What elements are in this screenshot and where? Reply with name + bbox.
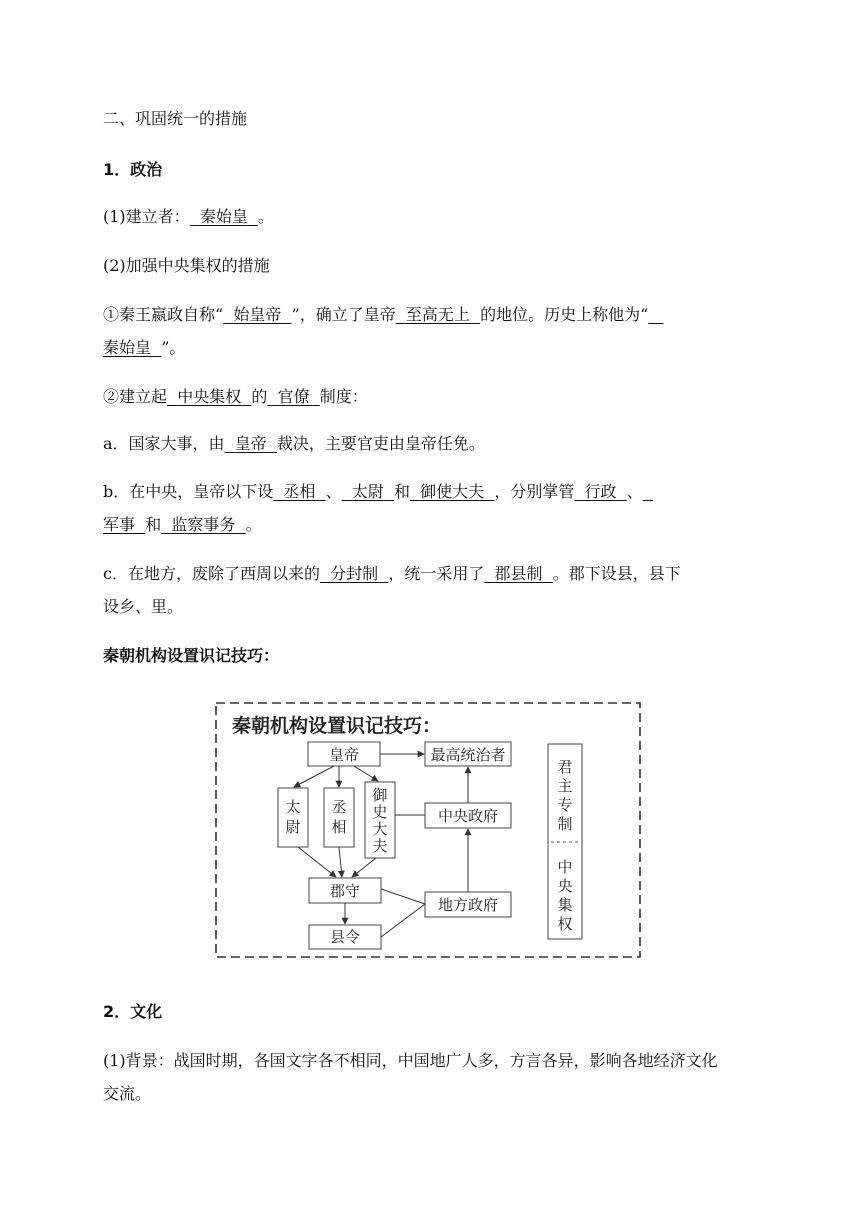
founder-suffix: 。	[258, 207, 275, 226]
tip-heading: 秦朝机构设置识记技巧：	[103, 646, 280, 665]
text: 裁决，主要官吏由皇帝任免。	[276, 434, 485, 453]
answer-qinshihuang: 秦始皇	[103, 338, 152, 357]
answer-shihuangdi: 始皇帝	[233, 305, 282, 324]
founder-prefix: (1)建立者：	[103, 207, 190, 226]
culture-background-line-1: (1)背景：战国时期，各国文字各不相同，中国地广人多，方言各异，影响各地经济文化	[103, 1051, 718, 1070]
measure-b-line-2	[103, 514, 262, 536]
answer-blank-start	[648, 305, 663, 324]
section-heading: 二、巩固统一的措施	[103, 109, 248, 128]
answer-guanliao: 官僚	[277, 387, 310, 406]
label-centralization-1: 中	[557, 858, 573, 876]
politics-heading: 1．政治	[103, 160, 163, 179]
founder-line	[103, 206, 274, 228]
text: 。	[245, 515, 262, 534]
text: 的	[251, 387, 268, 406]
answer-zhigaowushang: 至高无上	[405, 305, 470, 324]
link-local-junshou	[381, 889, 425, 904]
answer-fenfengzhi: 分封制	[330, 564, 379, 583]
answer-junshi: 军事	[103, 515, 136, 534]
text: 和	[145, 515, 162, 534]
label-centralization-4: 权	[557, 915, 573, 933]
diagram-title: 秦朝机构设置识记技巧：	[232, 715, 442, 737]
culture-background-line-2: 交流。	[103, 1084, 152, 1103]
text: ，分别掌管	[494, 482, 575, 501]
arrow-emperor-taiwei	[294, 766, 334, 787]
arrow-yushi-junshou	[352, 858, 376, 877]
label-yushidafu-2: 史	[372, 803, 388, 821]
answer-jiancha: 监察事务	[171, 515, 236, 534]
text: 。郡下设县，县下	[552, 564, 681, 583]
measure-c-line-2: 设乡、里。	[103, 597, 184, 616]
label-autocracy-1: 君	[557, 758, 573, 776]
text: ”，确立了皇帝	[291, 305, 396, 324]
link-local-xianling	[381, 904, 425, 937]
measure-2-line	[103, 386, 368, 408]
answer-blank-start	[643, 482, 653, 501]
label-autocracy-2: 主	[557, 777, 573, 795]
label-central-gov: 中央政府	[437, 807, 499, 825]
text: 制度：	[319, 387, 368, 406]
text: a．国家大事，由	[103, 434, 225, 453]
answer-zhongyangjiquan: 中央集权	[177, 387, 242, 406]
text: 的地位。历史上称他为“	[480, 305, 649, 324]
qin-institutions-diagram	[214, 699, 644, 963]
measure-1-line-1	[103, 304, 664, 326]
answer-taiwei: 太尉	[351, 482, 384, 501]
label-local-gov: 地方政府	[437, 896, 499, 914]
answer-xingzheng: 行政	[584, 482, 617, 501]
label-supreme-ruler: 最高统治者	[430, 746, 506, 764]
measure-1-line-2	[103, 337, 185, 359]
measure-c-line-1	[103, 563, 681, 585]
answer-huangdi: 皇帝	[234, 434, 267, 453]
label-autocracy-4: 制	[557, 815, 573, 833]
text: ②建立起	[103, 387, 168, 406]
arrow-chengxiang-junshou	[339, 847, 342, 877]
text: 、	[325, 482, 342, 501]
text: ，统一采用了	[388, 564, 485, 583]
label-centralization-3: 集	[557, 896, 573, 914]
text: ”。	[161, 338, 186, 357]
text: 和	[393, 482, 410, 501]
text: b．在中央，皇帝以下设	[103, 482, 274, 501]
label-taiwei-2: 尉	[285, 818, 301, 836]
label-chengxiang-2: 相	[331, 818, 347, 836]
measures-heading: (2)加强中央集权的措施	[103, 256, 270, 275]
answer-yushidafu: 御使大夫	[420, 482, 485, 501]
label-yushidafu-1: 御	[372, 786, 388, 804]
label-autocracy-3: 专	[557, 796, 573, 814]
founder-answer: 秦始皇	[199, 207, 248, 226]
label-yushidafu-4: 夫	[372, 837, 388, 855]
measure-a-line	[103, 433, 485, 455]
answer-chengxiang: 丞相	[283, 482, 316, 501]
measure-b-line-1	[103, 481, 653, 503]
label-chengxiang-1: 丞	[331, 798, 347, 816]
text: c．在地方，废除了西周以来的	[103, 564, 320, 583]
label-yushidafu-3: 大	[372, 820, 388, 838]
arrow-taiwei-junshou	[298, 847, 336, 877]
text: ①秦王嬴政自称“	[103, 305, 224, 324]
answer-junxianzhi: 郡县制	[494, 564, 543, 583]
label-junshou: 郡守	[329, 882, 361, 900]
label-emperor: 皇帝	[328, 746, 360, 764]
text: 、	[626, 482, 643, 501]
label-xianling: 县令	[329, 928, 361, 946]
label-taiwei-1: 太	[285, 798, 301, 816]
culture-heading: 2．文化	[103, 1002, 163, 1021]
arrow-emperor-yushi	[354, 766, 378, 781]
label-centralization-2: 央	[557, 877, 573, 895]
